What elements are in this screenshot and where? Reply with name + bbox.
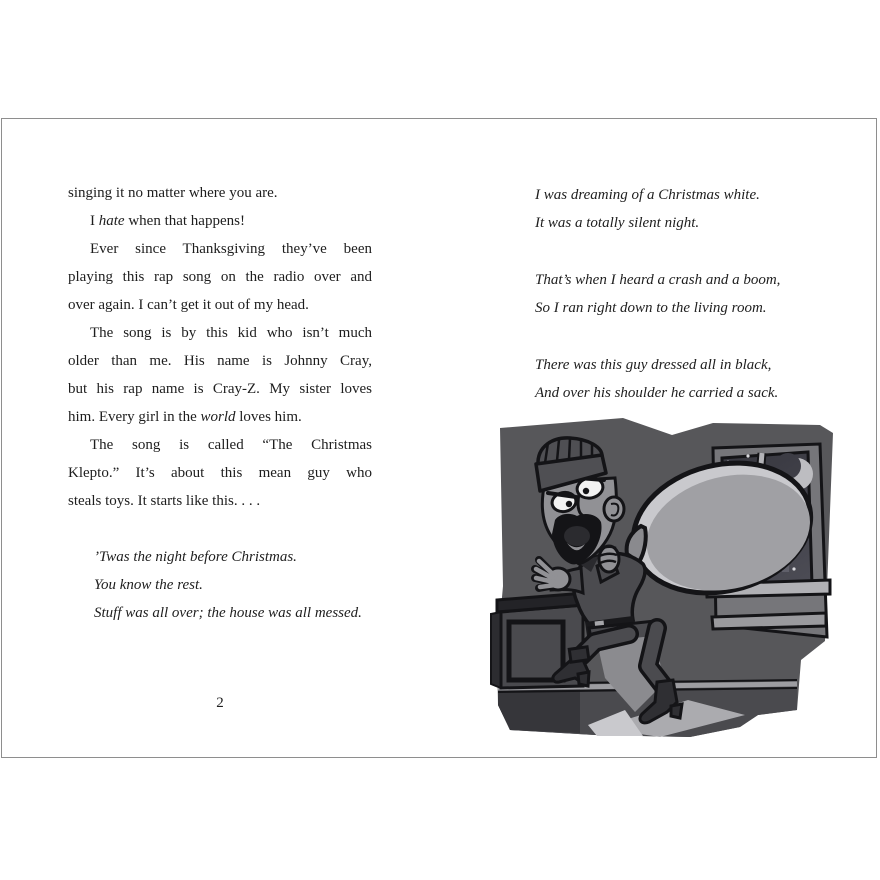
text-line: him. Every girl in the world loves him. [68,409,302,425]
window-sill-lower [712,613,826,629]
verse-line: So I ran right down to the living room. [535,300,767,316]
ear [604,497,624,521]
floor-shadow-left [498,686,580,733]
verse-line: Stuff was all over; the house was all messed. [94,605,362,621]
page-number: 2 [216,695,224,711]
verse-line: ’Twas the night before Christmas. [94,549,297,565]
left-page-body-text [68,179,372,515]
text-line: over again. I can’t get it out of my head. [68,297,309,313]
verse-line: It was a totally silent night. [535,215,700,231]
verse-stanza [535,266,845,322]
verse-stanza [535,351,845,407]
verse-line: There was this guy dressed all in black, [535,357,772,373]
burglar-illustration [485,416,840,751]
text-line: playing this rap song on the radio over and [68,269,372,285]
text-line: I hate when that happens! [90,213,245,229]
text-line: The song is called “The Christmas [90,437,372,453]
text-line: older than me. His name is Johnny Cray, [68,353,372,369]
text-line: but his rap name is Cray-Z. My sister loves [68,381,372,397]
left-page-verse [94,543,424,627]
text-line: The song is by this kid who isn’t much [90,325,372,341]
verse-line: You know the rest. [94,577,203,593]
verse-line: That’s when I heard a crash and a boom, [535,272,781,288]
text-line: Ever since Thanksgiving they’ve been [90,241,372,257]
text-line: Klepto.” It’s about this mean guy who [68,465,372,481]
verse-line: I was dreaming of a Christmas white. [535,187,760,203]
text-line: singing it no matter where you are. [68,185,278,201]
open-mouth [564,526,590,546]
right-page-verse [535,181,845,436]
gripping-hand [599,546,619,572]
text-line: steals toys. It starts like this. . . . [68,493,261,509]
verse-line: And over his shoulder he carried a sack. [535,385,779,401]
verse-stanza [535,181,845,237]
